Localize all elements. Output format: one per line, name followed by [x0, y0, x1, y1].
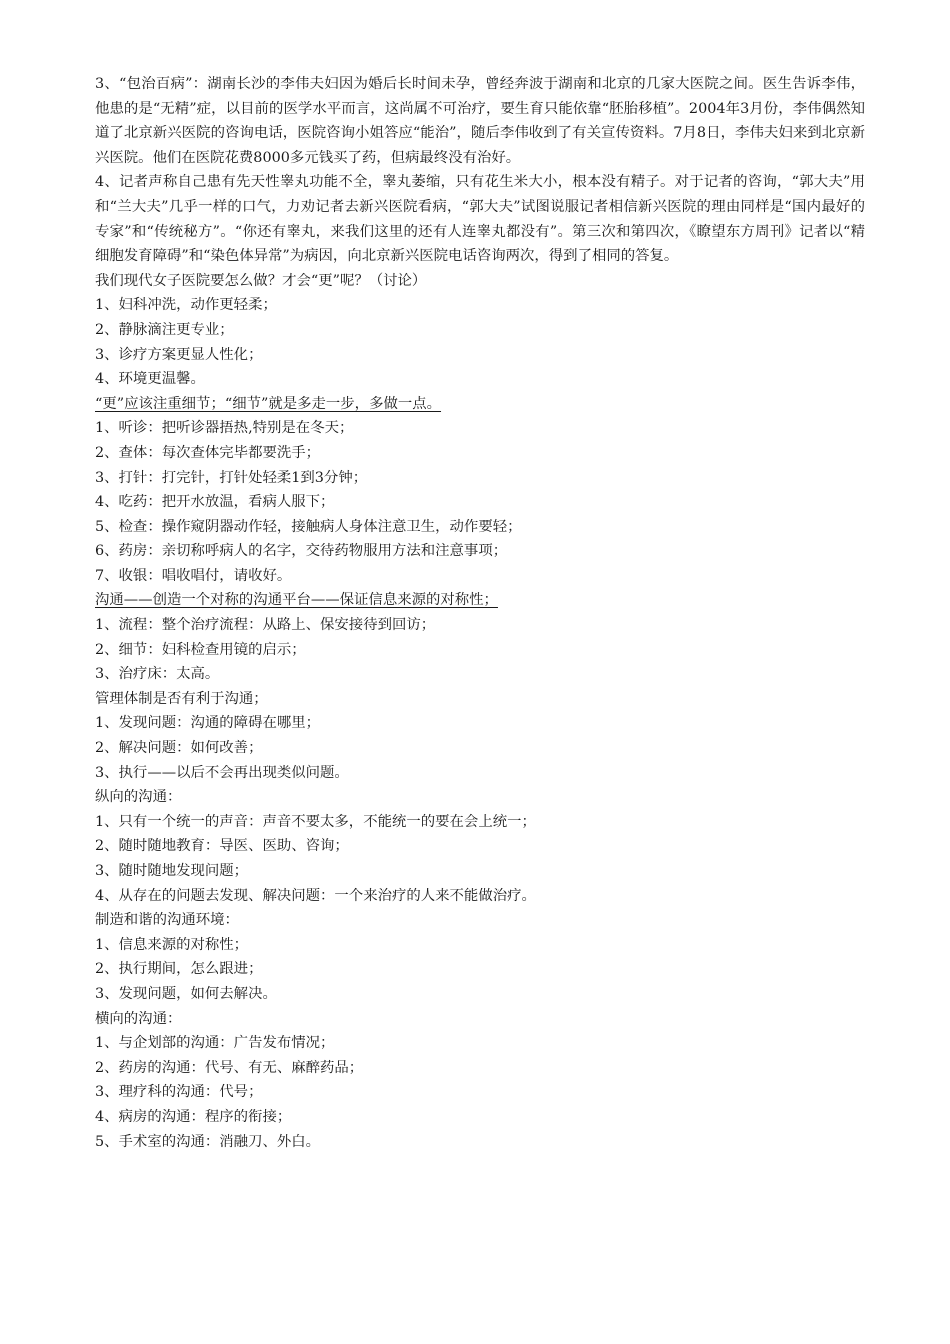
- communication-heading-text: 沟通——创造一个对称的沟通平台——保证信息来源的对称性；: [95, 592, 498, 609]
- harmonious-environment-heading: 制造和谐的沟通环境：: [95, 912, 239, 929]
- list-item: 4、吃药：把开水放温，看病人服下；: [95, 494, 335, 511]
- list-item: 1、妇科冲洗，动作更轻柔；: [95, 297, 277, 314]
- list-item: 3、诊疗方案更显人性化；: [95, 346, 263, 363]
- list-item: 6、药房：亲切称呼病人的名字，交待药物服用方法和注意事项；: [95, 543, 508, 560]
- list-item: 2、解决问题：如何改善；: [95, 740, 263, 757]
- list-item: 3、打针：打完针，打针处轻柔1到3分钟；: [95, 469, 368, 486]
- list-item: 4、病房的沟通：程序的衔接；: [95, 1108, 292, 1125]
- list-item: 4、环境更温馨。: [95, 371, 205, 388]
- document-page: [95, 72, 865, 1154]
- list-item: 5、手术室的沟通：消融刀、外白。: [95, 1133, 321, 1150]
- list-item: 3、治疗床：太高。: [95, 666, 220, 683]
- details-heading-text: “更”应该注重细节；“细节”就是多走一步，多做一点。: [95, 395, 442, 412]
- list-item: 3、发现问题，如何去解决。: [95, 985, 277, 1002]
- list-item: 3、理疗科的沟通：代号；: [95, 1084, 263, 1101]
- list-item: 2、细节：妇科检查用镜的启示；: [95, 641, 306, 658]
- list-item: 1、与企划部的沟通：广告发布情况；: [95, 1035, 335, 1052]
- list-item: 1、信息来源的对称性；: [95, 936, 249, 953]
- list-item: 3、随时随地发现问题；: [95, 863, 249, 879]
- list-item: 3、执行——以后不会再出现类似问题。: [95, 764, 349, 781]
- list-item: 7、收银：唱收唱付，请收好。: [95, 567, 292, 584]
- list-item: 5、检查：操作窥阴器动作轻，接触病人身体注意卫生，动作要轻；: [95, 518, 522, 535]
- communication-heading: [95, 588, 865, 613]
- list-item: 4、从存在的问题去发现、解决问题：一个来治疗的人来不能做治疗。: [95, 887, 536, 904]
- horizontal-communication-heading: 横向的沟通：: [95, 1010, 182, 1027]
- list-item: 1、听诊：把听诊器捂热,特别是在冬天；: [95, 420, 354, 437]
- list-item: 2、药房的沟通：代号、有无、麻醉药品；: [95, 1059, 364, 1076]
- paragraph-case-3: 3、“包治百病”：湖南长沙的李伟夫妇因为婚后长时间未孕，曾经奔波于湖南和北京的几家大医院之间。医生告诉李伟，他患的是“无精”症，以目前的医学水平而言，这尚属不可治疗，要生育只能依靠“胚胎移植”。2004年3月份，李伟偶然知道了北京新兴医院的咨询电话，医院咨询小姐答应“能治”，随后李伟收到了有关宣传资料。7月8日，李伟夫妇来到北京新兴医院。他们在医院花费8000多元钱买了药，但病最终没有治好。: [95, 76, 865, 166]
- paragraph-case-4: 4、记者声称自己患有先天性睾丸功能不全，睾丸萎缩，只有花生米大小，根本没有精子。对于记者的咨询，“郭大夫”用和“兰大夫”几乎一样的口气，力劝记者去新兴医院看病，“郭大夫”试图说服记者相信新兴医院的理由同样是“国内最好的专家”和“传统秘方”。“你还有睾丸，来我们这里的还有人连睾丸都没有”。第三次和第四次，《瞭望东方周刊》记者以“精细胞发育障碍”和“染色体异常”为病因，向北京新兴医院电话咨询两次，得到了相同的答复。: [95, 174, 865, 265]
- list-item: 1、发现问题：沟通的障碍在哪里；: [95, 715, 321, 732]
- list-item: 2、静脉滴注更专业；: [95, 321, 234, 338]
- vertical-communication-heading: 纵向的沟通：: [95, 789, 182, 806]
- discussion-heading: 我们现代女子医院要怎么做？才会“更”呢？（讨论）: [95, 272, 427, 289]
- list-item: 2、执行期间，怎么跟进；: [95, 961, 263, 978]
- details-heading: [95, 392, 865, 417]
- list-item: 2、查体：每次查体完毕都要洗手；: [95, 444, 321, 461]
- list-item: 1、只有一个统一的声音：声音不要太多，不能统一的要在会上统一；: [95, 813, 536, 830]
- list-item: 1、流程：整个治疗流程：从路上、保安接待到回访；: [95, 617, 436, 634]
- management-heading: 管理体制是否有利于沟通；: [95, 690, 268, 707]
- list-item: 2、随时随地教育：导医、医助、咨询；: [95, 838, 349, 855]
